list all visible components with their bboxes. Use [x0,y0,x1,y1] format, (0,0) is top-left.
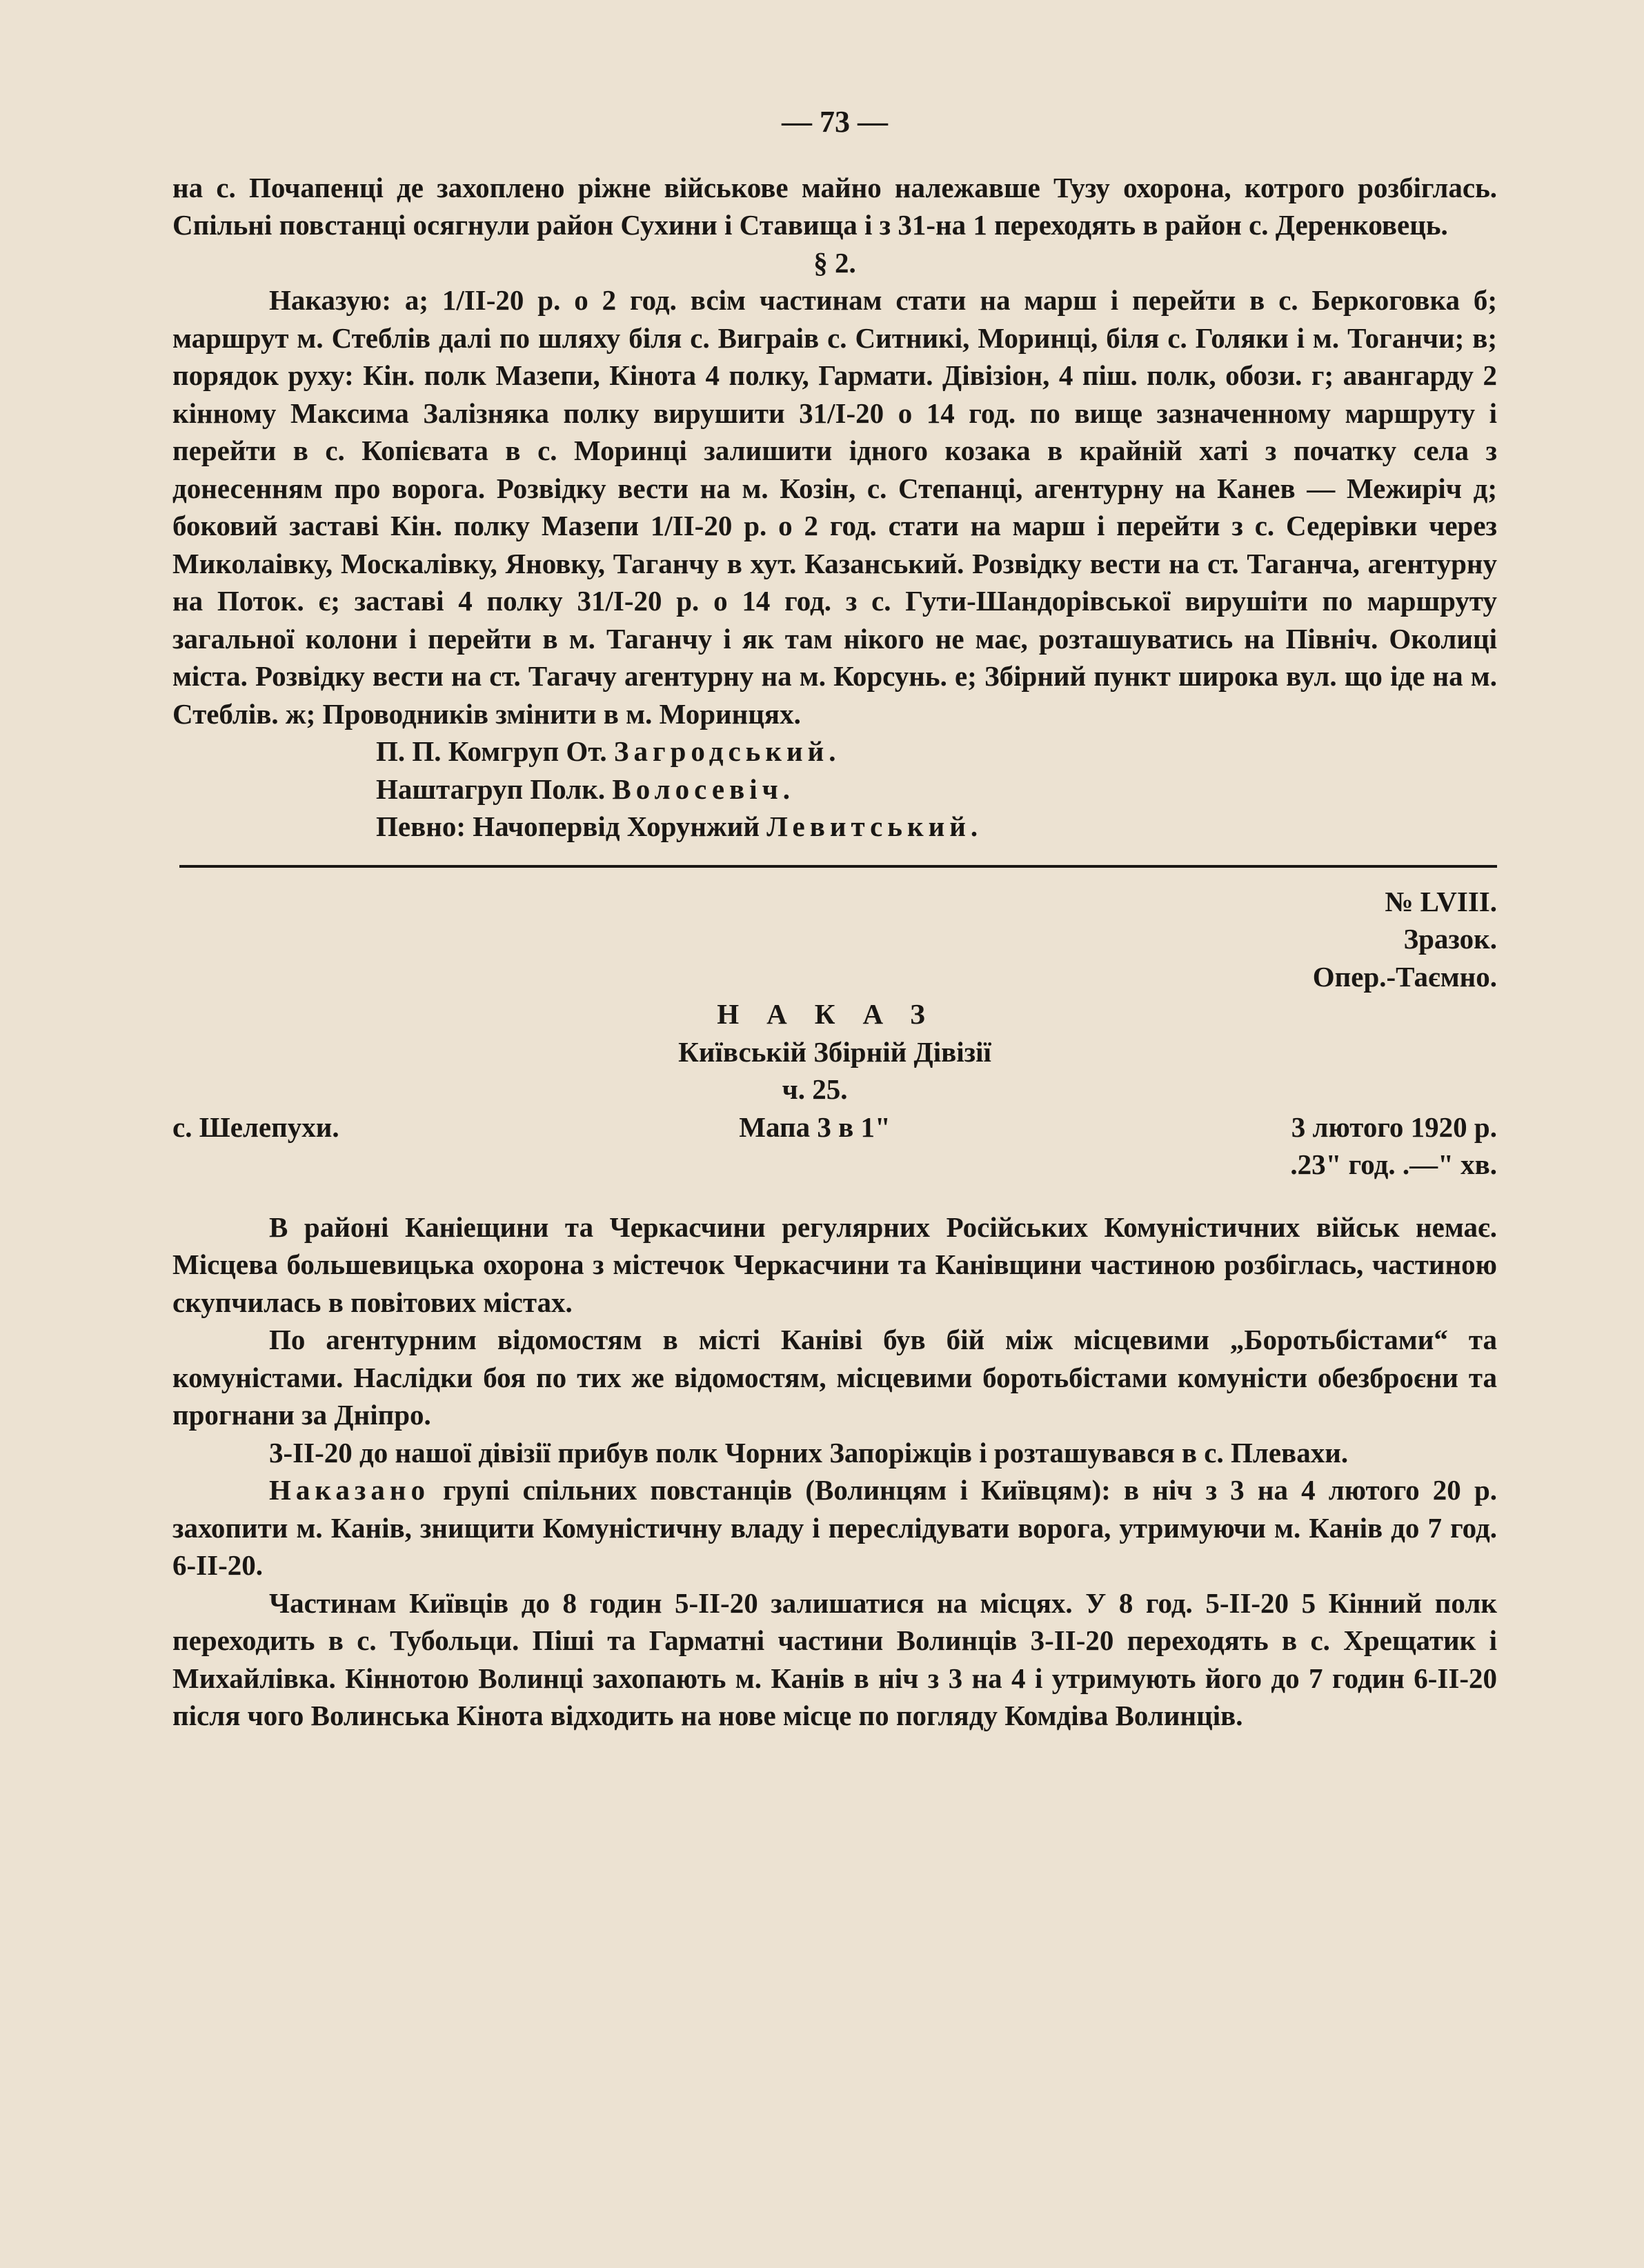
section-divider [172,846,1497,883]
order-number-block [739,1071,890,1146]
order-date: 3 лютого 1920 р. [1291,1111,1497,1143]
paragraph-text: По агентурним відомостям в місті Каніві був бій між місцевими „Боротьбістами“ та комуністами. Наслідки боя по тих же відомостям, місцевими боротьбістами комуністи обезброєни та прогнани за Дніпро. [172,1324,1497,1431]
signature-line [376,733,1497,770]
signature-block [172,733,1497,846]
signature-prefix: П. П. Комгруп От. [376,735,607,767]
document-page [172,103,1497,1735]
map-reference: Мапа 3 в 1" [739,1111,891,1143]
signature-prefix: Певно: Начопервід Хорунжий [376,810,760,842]
signature-line [376,770,1497,808]
classification-label: Опер.-Таємно. [1312,960,1497,993]
paragraph-text: групі спільних повстанців (Волинцям і Київцям): в ніч з 3 на 4 лютого 20 р. захопити м. Канів, знищити Комуністичну владу і переслідувати ворога, утримуючи м. Канів до 7 год. 6-ІІ-20. [172,1474,1497,1581]
paragraph-lead: Наказано [269,1474,430,1506]
division-name: Київській Збірній Дівізії [678,1035,991,1068]
order-datetime [1290,1071,1497,1184]
body-paragraph [172,1434,1497,1472]
body-paragraph [172,1584,1497,1735]
signature-name: Волосевіч. [612,773,795,805]
body-paragraph [172,1471,1497,1584]
order-location [172,1071,339,1146]
section-mark: § 2. [813,246,856,279]
order-paragraph: Наказую: а; 1/ІІ-20 р. о 2 год. всім частинам стати на марш і перейти в с. Беркоговка б; маршрут м. Стеблів далі по шляху біля с. Виграів с. Ситникі, Моринці, біля с. Голяки і м. Тоганчи; в; порядок руху: Кін. полк Мазепи, Кінота 4 полку, Гармати. Дівізіон, 4 піш. полк, обози. г; авангарду 2 кінному Максима Залізняка полку вирушити 31/І-20 о 14 год. по вище зазначенному маршруту і перейти в с. Копієвата в с. Моринці залишити ідного козака в крайній хаті з початку села з донесенням про ворога. Розвідку вести на м. Козін, с. Степанці, агентурну на Канев — Межиріч д; боковий заставі Кін. полку Мазепи 1/ІІ-20 р. о 2 год. стати на марш і перейти з с. Седерівки через Миколаівку, Москалівку, Яновку, Таганчу в хут. Казанський. Розвідку вести на ст. Таганча, агентурну на Поток. є; заставі 4 полку 31/І-20 р. о 14 год. з с. Гути-Шандорівської вирушіти по маршруту загальної колони і перейти в м. Таганчу і як там нікого не має, розташуватись на Північ. Околиці міста. Розвідку вести на ст. Тагачу агентурну на м. Корсунь. е; Збірний пункт широка вул. що іде на м. Стеблів. ж; Проводників змінити в м. Моринцях. [172,284,1497,730]
order-number: ч. 25. [782,1073,848,1105]
order-body [172,1208,1497,1735]
signature-line [376,808,1497,846]
location-text: с. Шелепухи. [172,1111,339,1143]
page-number: — 73 — [782,105,888,139]
body-paragraph [172,1321,1497,1434]
top-paragraph: на с. Почапенці де захоплено ріжне військове майно належавше Тузу охорона, котрого розбіглась. Спільні повстанці осягнули район Сухини і Ставища і з 31-на 1 переходять в район с. Деренковець. [172,171,1497,241]
order-title: НАКАЗ [717,998,953,1030]
signature-prefix: Наштагруп Полк. [376,773,606,805]
order-time: .23" год. .—" хв. [1290,1148,1497,1180]
paragraph-text: В районі Каніещини та Черкасчини регулярних Російських Комуністичних військ немає. Місцева большевицька охорона з містечок Черкасчини та Канівщини частиною розбіглась, частиною скупчилась в повітових містах. [172,1211,1497,1318]
signature-name: Загродський. [613,735,841,767]
body-paragraph [172,1208,1497,1322]
document-number: № LVIII. [1385,885,1497,917]
sample-label: Зразок. [1403,923,1497,955]
paragraph-text: 3-ІІ-20 до нашої дівізії прибув полк Чорних Запоріжців і розташувався в с. Плевахи. [269,1436,1349,1469]
paragraph-text: Частинам Київців до 8 годин 5-ІІ-20 залишатися на місцях. У 8 год. 5-ІІ-20 5 Кінний полк переходить в с. Тубольци. Піші та Гарматні частини Волинців 3-ІІ-20 переходять в с. Хрещатик і Михайлівка. Кіннотою Волинці захопають м. Канів в ніч з 3 на 4 і утримують його до 7 годин 6-ІІ-20 після чого Волинська Кінота відходить на нове місце по погляду Комдіва Волинців. [172,1586,1497,1731]
order-header-row [172,1071,1497,1184]
signature-name: Левитський. [766,810,983,842]
